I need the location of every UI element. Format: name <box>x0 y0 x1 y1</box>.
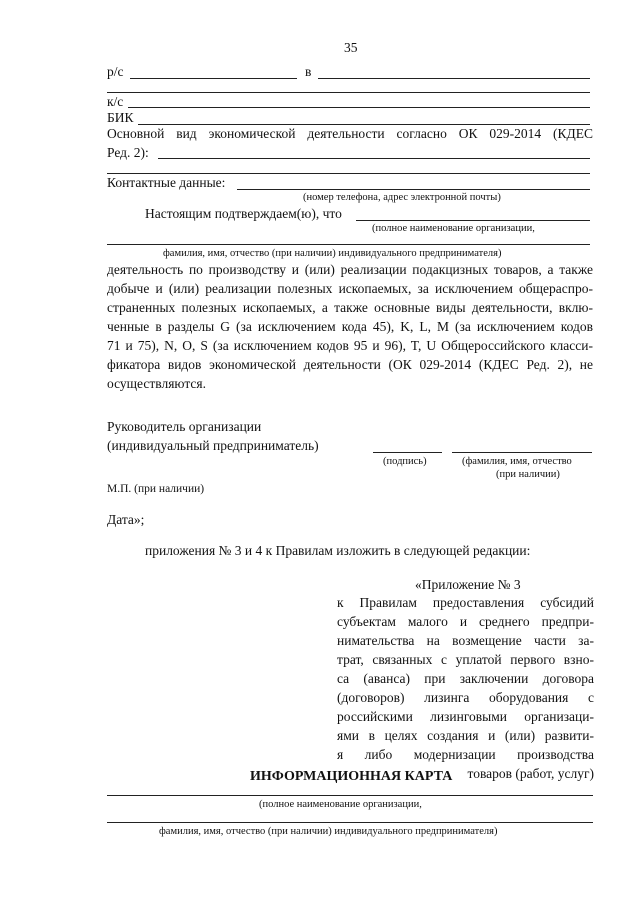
appendix-title: «Приложение № 3 <box>415 577 521 592</box>
appendix-line: са (аванса) при заключении договора <box>337 671 594 686</box>
bik-label: БИК <box>107 110 134 125</box>
confirm-label: Настоящим подтверждаем(ю), что <box>145 206 342 221</box>
contacts-caption: (номер телефона, адрес электронной почты) <box>303 192 501 203</box>
appendix-line: я либо модернизации производства <box>337 747 594 762</box>
head-label-line2: (индивидуальный предприниматель) <box>107 438 319 453</box>
head-label-line1: Руководитель организации <box>107 419 262 434</box>
confirm-caption-org: (полное наименование организации, <box>372 223 535 234</box>
stamp-label: М.П. (при наличии) <box>107 483 205 495</box>
appendix-line: нимательства на возмещение части за- <box>337 633 594 648</box>
bank-name-line <box>318 78 590 79</box>
info-card-caption-org: (полное наименование организации, <box>259 799 422 810</box>
ks-field-line <box>128 107 590 108</box>
okved-field-line <box>158 158 590 159</box>
appendix-line: товаров (работ, услуг) <box>467 766 594 781</box>
info-card-org-line <box>107 795 593 796</box>
info-card-caption-fio: фамилия, имя, отчество (при наличии) индивидуального предпринимателя) <box>159 826 498 837</box>
info-card-title: ИНФОРМАЦИОННАЯ КАРТА <box>250 769 453 784</box>
ks-label: к/с <box>107 94 124 109</box>
appendix-line: ями в целях создания и (или) развити- <box>337 728 594 743</box>
contacts-field-line <box>237 189 590 190</box>
fio-caption-line1: (фамилия, имя, отчество <box>462 456 572 467</box>
appendix-line: (договоров) лизинга оборудования с <box>337 690 594 705</box>
body-line: страненных полезных ископаемых, а также основные виды деятельности, вклю- <box>107 300 593 315</box>
okved-line1: Основной вид экономической деятельности согласно ОК 029-2014 (КДЕС <box>107 126 593 141</box>
body-line: деятельность по производству и (или) реализации подакцизных товаров, а также <box>107 262 593 277</box>
appendix-text <box>337 593 594 783</box>
fio-line <box>452 452 592 453</box>
info-card-fio-line <box>107 822 593 823</box>
contacts-label: Контактные данные: <box>107 175 226 190</box>
page-number: 35 <box>344 40 358 55</box>
appendix-line: субъектам малого и среднего предпри- <box>337 614 594 629</box>
body-paragraph <box>107 260 593 393</box>
bank-extra-line <box>107 92 590 93</box>
signature-line <box>373 452 442 453</box>
confirm-fio-line <box>107 244 590 245</box>
body-line: осуществляются. <box>107 376 206 391</box>
rs-field-line <box>130 78 297 79</box>
body-line: добыче и (или) реализации полезных ископаемых, за исключением общераспро- <box>107 281 593 296</box>
confirm-caption-fio: фамилия, имя, отчество (при наличии) индивидуального предпринимателя) <box>163 248 502 259</box>
body-line: 71 и 75), N, O, S (за исключением кодов 95 и 96), T, U Общероссийского класси- <box>107 338 593 353</box>
appendix-line: к Правилам предоставления субсидий <box>337 595 594 610</box>
appendix-line: трат, связанных с уплатой первого взно- <box>337 652 594 667</box>
body-line: фикатора видов экономической деятельности (ОК 029-2014 (КДЕС Ред. 2), не <box>107 357 593 372</box>
instruction-text: приложения № 3 и 4 к Правилам изложить в следующей редакции: <box>145 543 531 558</box>
appendix-line: российскими лизинговыми организаци- <box>337 709 594 724</box>
rs-label: р/с <box>107 64 124 79</box>
body-line: ченные в разделы G (за исключением кода 45), K, L, M (за исключением кодов <box>107 319 593 334</box>
bank-in-label: в <box>305 64 312 79</box>
date-label: Дата»; <box>107 512 145 527</box>
confirm-org-line <box>356 220 590 221</box>
okved-line2-label: Ред. 2): <box>107 145 149 160</box>
signature-caption: (подпись) <box>383 456 427 467</box>
fio-caption-line2: (при наличии) <box>496 469 560 480</box>
